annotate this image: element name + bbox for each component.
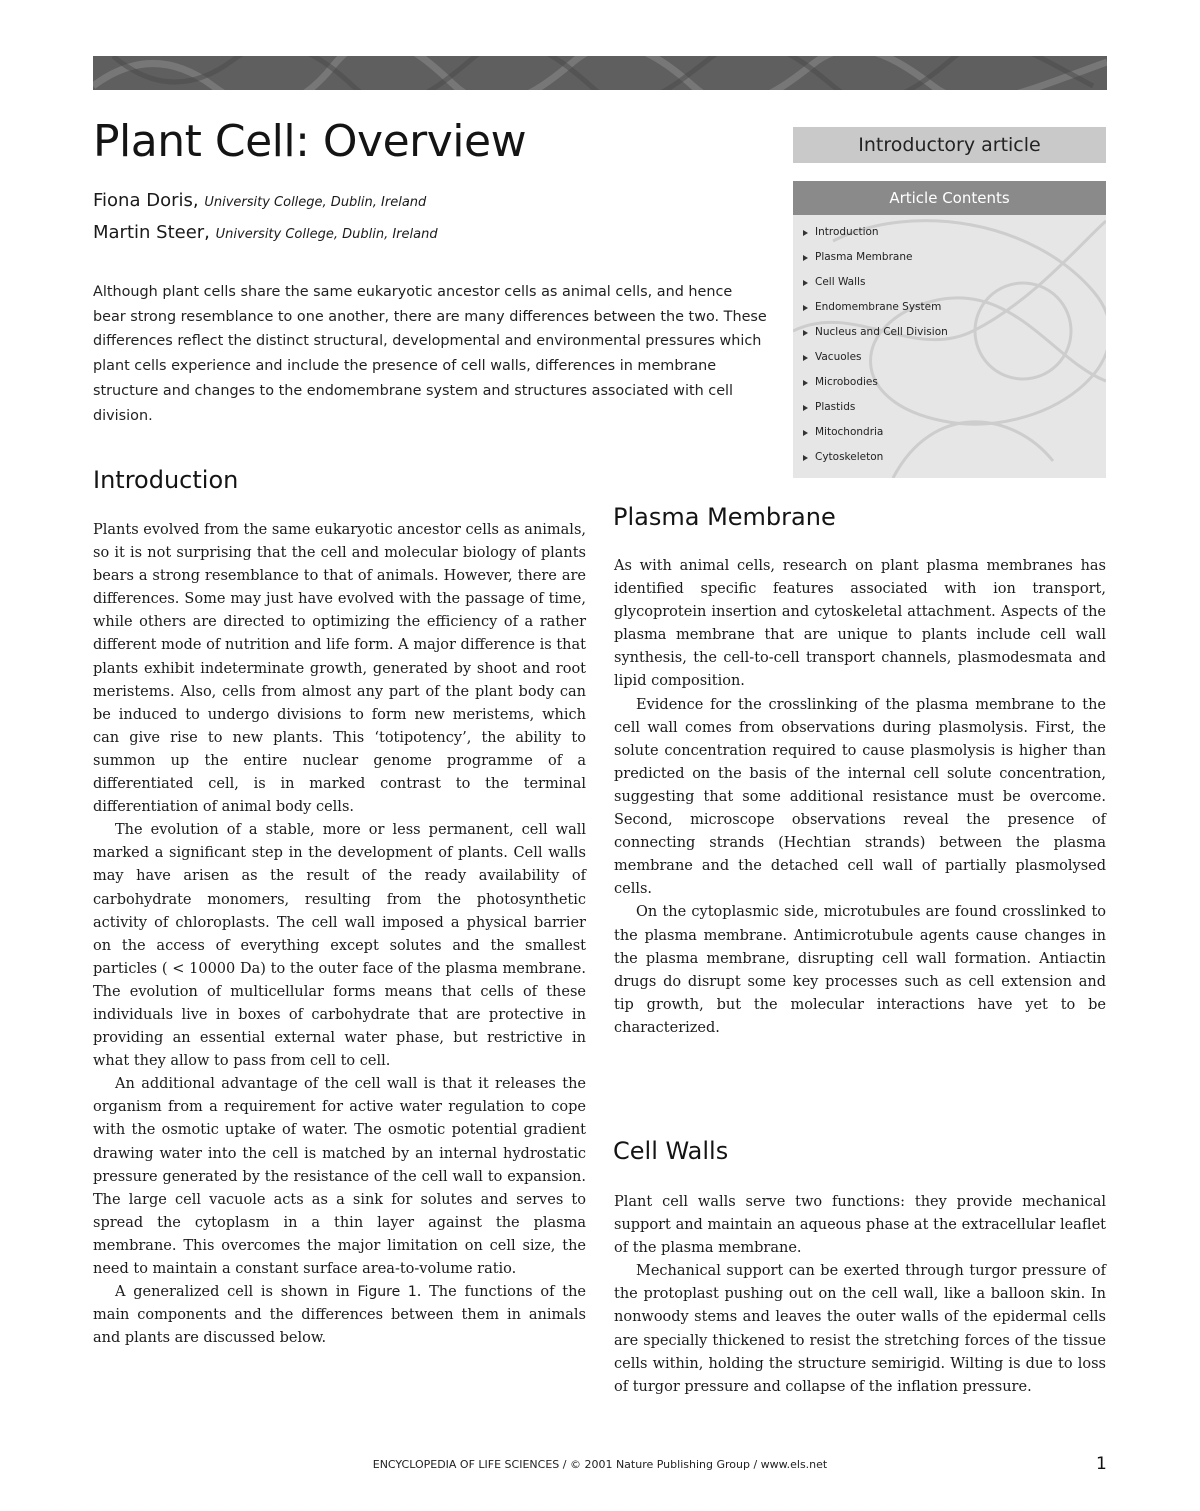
paragraph-text: A generalized cell is shown in: [115, 1284, 358, 1301]
section-heading-plasma-membrane: Plasma Membrane: [613, 503, 836, 531]
abstract: Although plant cells share the same eukaryotic ancestor cells as animal cells, and hence bear strong resemblance to one another, there are many differences between the two. These differences reflect the distinct structural, developmental and environmental pressures which plant cells experience and include the presence of cell walls, differences in membrane structure and changes to the endomembrane system and structures associated with cell division.: [93, 284, 767, 424]
paragraph: On the cytoplasmic side, microtubules are found crosslinked to the plasma membrane. Antimicrotubule agents cause changes in the plasma membrane, disrupting cell wall formation. Antiactin drugs do disrupt some key processes such as cell extension and tip growth, but the molecular interactions have yet to be characterized.: [614, 904, 1106, 1036]
contents-item-vacuoles[interactable]: Vacuoles: [801, 348, 1106, 373]
section-heading-cell-walls: Cell Walls: [613, 1137, 729, 1165]
article-title: Plant Cell: Overview: [93, 116, 527, 167]
contents-item-endomembrane-system[interactable]: Endomembrane System: [801, 298, 1106, 323]
page-footer: ENCYCLOPEDIA OF LIFE SCIENCES / © 2001 Nature Publishing Group / www.els.net: [372, 1458, 828, 1471]
contents-item-nucleus-and-cell-division[interactable]: Nucleus and Cell Division: [801, 323, 1106, 348]
article-type-label: Introductory article: [793, 127, 1106, 163]
contents-item-cytoskeleton[interactable]: Cytoskeleton: [801, 448, 1106, 473]
contents-item-microbodies[interactable]: Microbodies: [801, 373, 1106, 398]
banner-pattern-graphic: [93, 56, 1107, 90]
figure-1-reference-link[interactable]: Figure 1: [357, 1284, 417, 1301]
contents-item-introduction[interactable]: Introduction: [801, 223, 1106, 248]
introduction-body: [93, 519, 586, 1350]
article-contents-list: [793, 223, 1106, 473]
paragraph: [93, 1281, 586, 1350]
paragraph: Mechanical support can be exerted through turgor pressure of the protoplast pushing out on the cell wall, like a balloon skin. In nonwoody stems and leaves the outer walls of the epidermal cells are specially thickened to resist the stretching forces of the tissue cells within, holding the structure semirigid. Wilting is due to loss of turgor pressure and collapse of the inflation pressure.: [614, 1263, 1106, 1395]
paragraph: An additional advantage of the cell wall is that it releases the organism from a requirement for active water regulation to cope with the osmotic uptake of water. The osmotic potential gradient drawing water into the cell is matched by an internal hydrostatic pressure generated by the resistance of the cell wall to expansion. The large cell vacuole acts as a sink for solutes and serves to spread the cytoplasm in a thin layer against the plasma membrane. This overcomes the major limitation on cell size, the need to maintain a constant surface area-to-volume ratio.: [93, 1076, 586, 1277]
contents-item-plasma-membrane[interactable]: Plasma Membrane: [801, 248, 1106, 273]
cell-walls-body: [614, 1191, 1106, 1399]
contents-item-cell-walls[interactable]: Cell Walls: [801, 273, 1106, 298]
paragraph: Plants evolved from the same eukaryotic ancestor cells as animals, so it is not surprising that the cell and molecular biology of plants bears a strong resemblance to that of animals. However, there are differences. Some may just have evolved with the passage of time, while others are directed to optimizing the efficiency of a rather different mode of nutrition and life form. A major difference is that plants exhibit indeterminate growth, generated by shoot and root meristems. Also, cells from almost any part of the plant body can be induced to undergo divisions to form new meristems, which can give rise to new plants. This ‘totipotency’, the ability to summon up the entire nuclear genome programme of a differentiated cell, is in marked contrast to the terminal differentiation of animal body cells.: [93, 522, 586, 816]
plasma-membrane-body: [614, 555, 1106, 1040]
author-name: Martin Steer,: [93, 222, 210, 243]
paragraph: Evidence for the crosslinking of the plasma membrane to the cell wall comes from observations during plasmolysis. First, the solute concentration required to cause plasmolysis is higher than predicted on the basis of the internal cell solute concentration, suggesting that some additional resistance must be overcome. Second, microscope observations reveal the presence of connecting strands (Hechtian strands) between the plasma membrane and the detached cell wall of partially plasmolysed cells.: [614, 696, 1106, 898]
paragraph-text: . The functions of the main components and the differences between them in animals and plants are discussed below.: [93, 1284, 586, 1347]
article-contents-box: [793, 181, 1106, 478]
article-contents-heading: Article Contents: [793, 181, 1106, 215]
author-1: [93, 190, 426, 211]
paragraph: The evolution of a stable, more or less permanent, cell wall marked a significant step in the development of plants. Cell walls may have arisen as the result of the ready availability of carbohydrate monomers, resulting from the photosynthetic activity of chloroplasts. The cell wall imposed a physical barrier on the access of everything except solutes and the smallest particles ( < 10000 Da) to the outer face of the plasma membrane. The evolution of multicellular forms means that cells of these individuals live in boxes of carbohydrate that are protective in providing an essential external water phase, but restrictive in what they allow to pass from cell to cell.: [93, 822, 586, 1070]
author-affiliation: University College, Dublin, Ireland: [204, 195, 427, 210]
contents-item-plastids[interactable]: Plastids: [801, 398, 1106, 423]
page-number: 1: [1096, 1454, 1107, 1474]
paragraph: As with animal cells, research on plant plasma membranes has identified specific features associated with ion transport, glycoprotein insertion and cytoskeletal attachment. Aspects of the plasma membrane that are unique to plants include cell wall synthesis, the cell-to-cell transport channels, plasmodesmata and lipid composition.: [614, 558, 1106, 690]
author-affiliation: University College, Dublin, Ireland: [215, 227, 438, 242]
paragraph: Plant cell walls serve two functions: they provide mechanical support and maintain an aqueous phase at the extracellular leaflet of the plasma membrane.: [614, 1194, 1106, 1257]
decorative-banner: [93, 56, 1107, 90]
author-2: [93, 222, 438, 243]
contents-item-mitochondria[interactable]: Mitochondria: [801, 423, 1106, 448]
author-name: Fiona Doris,: [93, 190, 199, 211]
section-heading-introduction: Introduction: [93, 466, 239, 494]
